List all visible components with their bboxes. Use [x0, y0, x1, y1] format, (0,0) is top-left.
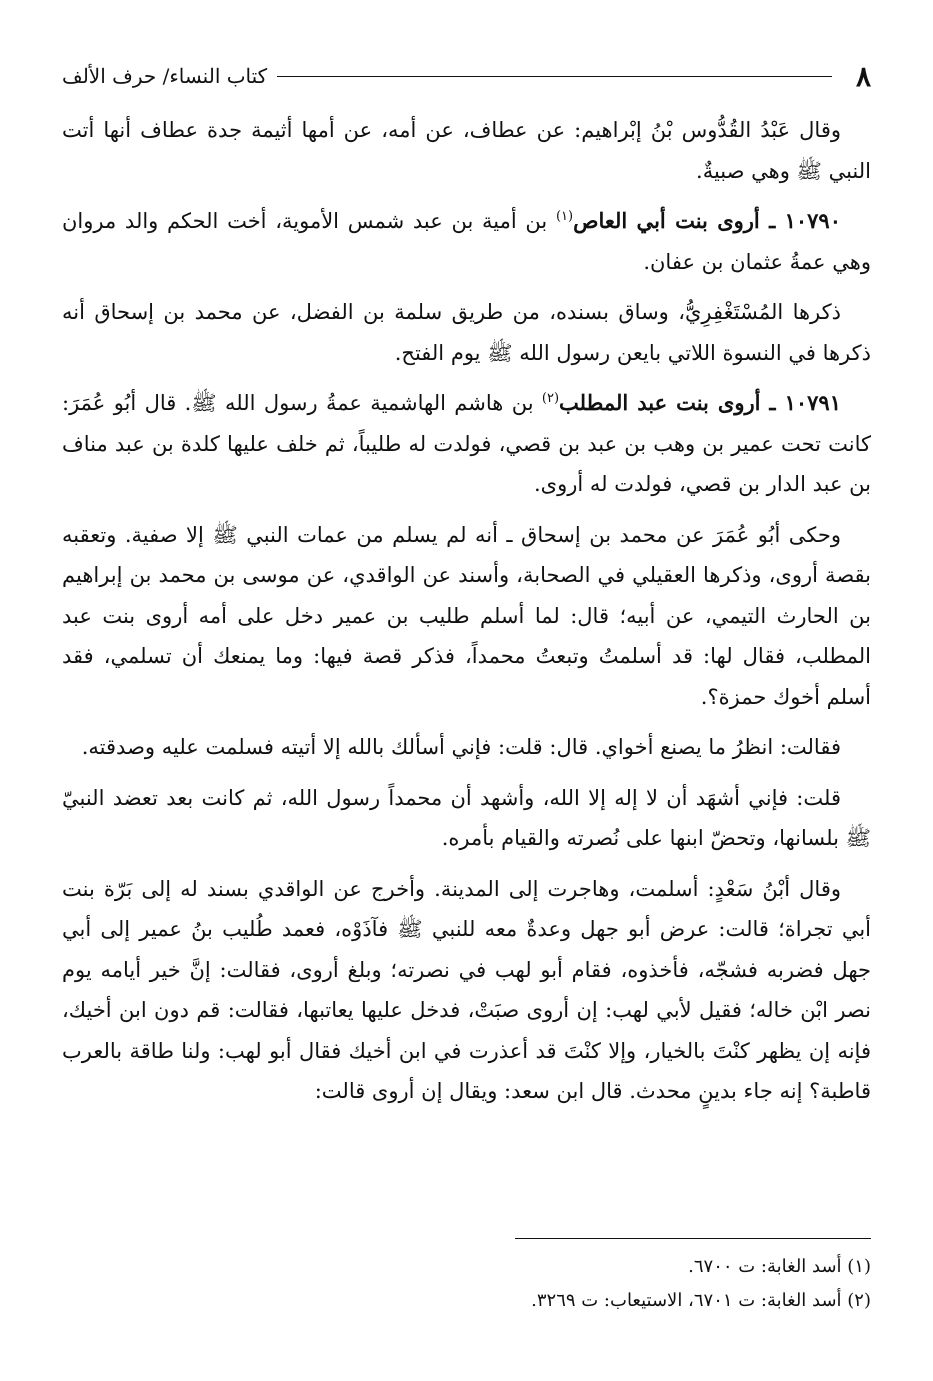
body-text	[62, 110, 871, 1122]
paragraph: قلت: فإني أشهَد أن لا إله إلا الله، وأشهد أن محمداً رسول الله، ثم كانت بعد تعضد النبيّ ﷺ بلسانها، وتحضّ ابنها على نُصرته والقيام بأمره.	[62, 785, 871, 850]
entry-heading: ١٠٧٩٠ ـ أروى بنت أبي العاص	[573, 208, 841, 233]
footnote-rule	[515, 1238, 871, 1239]
footnote-ref: (١)	[555, 209, 574, 224]
paragraph: وحكى أبُو عُمَرَ عن محمد بن إسحاق ـ أنه لم يسلم من عمات النبي ﷺ إلا صفية. وتعقبه بقصة أروى، وذكرها العقيلي في الصحابة، وأسند عن الواقدي، عن موسى بن محمد بن إبراهيم بن الحارث التيمي، عن أبيه؛ قال: لما أسلم طليب بن عمير دخل على أمه أروى بنت عبد المطلب، فقال لها: قد أسلمتُ وتبعتُ محمداً، فذكر قصة فيها: وما يمنعك أن تسلمي، فقد أسلم أخوك حمزة؟.	[62, 522, 871, 709]
footnotes	[62, 1250, 871, 1318]
page-header	[62, 56, 871, 96]
paragraph: ذكرها المُسْتَغْفِرِيُّ، وساق بسنده، من طريق سلمة بن الفضل، عن محمد بن إسحاق أنه ذكرها في النسوة اللاتي بايعن رسول الله ﷺ يوم الفتح.	[62, 300, 871, 365]
footnote: (٢) أسد الغابة: ت ٦٧٠١، الاستيعاب: ت ٣٢٦٩.	[531, 1290, 871, 1311]
paragraph: وقال أبْنُ سَعْدٍ: أسلمت، وهاجرت إلى المدينة. وأخرج عن الواقدي بسند له إلى بَرّة بنت أبي تجراة؛ قالت: عرض أبو جهل وعدةٌ معه للنبي ﷺ فآذَوْه، فعمد طُليب بنُ عمير إلى أبي جهل فضربه فشجّه، فأخذوه، فقام أبو لهب في نصرته؛ وبلغ أروى، فقالت: إنَّ خير أيامه يوم نصر ابْن خاله؛ فقيل لأبي لهب: إن أروى صبَتْ، فدخل عليها يعاتبها، فقالت: قم دون ابن أخيك، فإنه إن يظهر كنْتَ بالخيار، وإلا كنْتَ قد أعذرت في ابن أخيك فقال أبو لهب: ولنا طاقة بالعرب قاطبة؟ إنه جاء بدينٍ محدث. قال ابن سعد: ويقال إن أروى قالت:	[62, 876, 872, 1103]
footnote-ref: (٢)	[541, 391, 560, 406]
running-title: كتاب النساء/ حرف الألف	[62, 64, 268, 88]
header-rule	[277, 76, 832, 77]
entry-paragraph: ١٠٧٩١ ـ أروى بنت عبد المطلب$^{(٢)}$ بن هاشم الهاشمية عمةُ رسول الله ﷺ. قال أبُو عُمَرَ: كانت تحت عمير بن وهب بن عبد بن قصي، فولدت له طليباً، ثم خلف عليها كلدة بن عبد مناف بن عبد الدار بن قصي، فولدت له أروى.	[62, 390, 871, 496]
page-number: ٨	[855, 59, 871, 93]
footnote: (١) أسد الغابة: ت ٦٧٠٠.	[688, 1256, 871, 1277]
paragraph: وقال عَبْدُ القُدُّوس بْنُ إبْراهيم: عن عطاف، عن أمه، عن أمها أثيمة جدة عطاف أنها أتت النبي ﷺ وهي صبيةٌ.	[62, 118, 871, 183]
paragraph: فقالت: انظرُ ما يصنع أخواي. قال: قلت: فإني أسألك بالله إلا أتيته فسلمت عليه وصدقته.	[81, 735, 841, 759]
entry-paragraph: ١٠٧٩٠ ـ أروى بنت أبي العاص$^{(١)}$ بن أمية بن عبد شمس الأموية، أخت الحكم والد مروان وهي عمةُ عثمان بن عفان.	[62, 208, 871, 274]
entry-heading: ١٠٧٩١ ـ أروى بنت عبد المطلب	[559, 390, 841, 415]
